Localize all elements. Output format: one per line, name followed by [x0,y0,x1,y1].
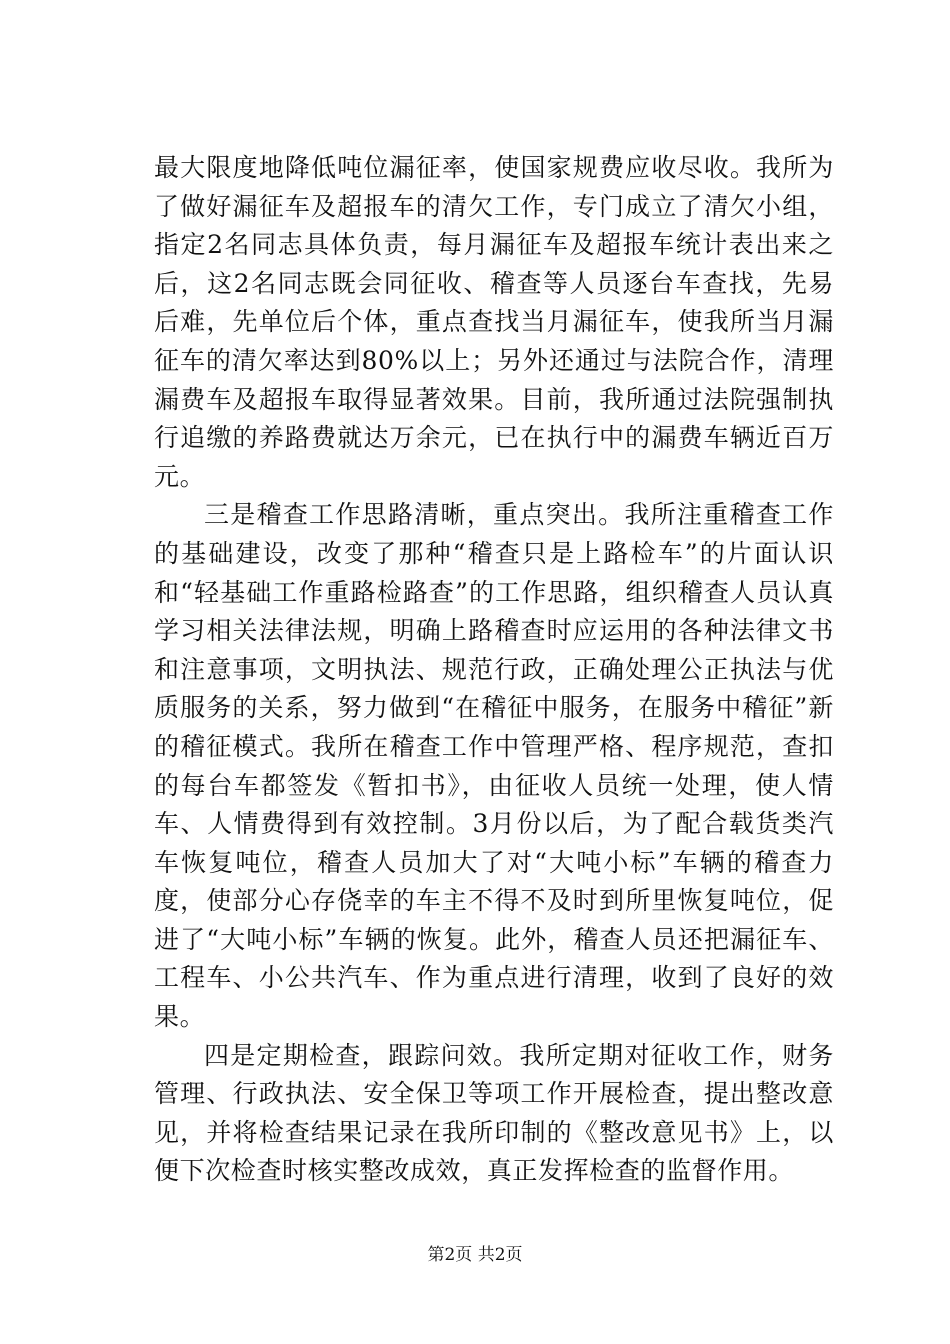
paragraph-regular-inspection: 四是定期检查，跟踪问效。我所定期对征收工作，财务管理、行政执法、安全保卫等项工作开展检查，提出整改意见，并将检查结果记录在我所印制的《整改意见书》上，以便下次检查时核实整改成效，真正发挥检查的监督作用。 [154,1040,834,1186]
paragraph-audit-work: 三是稽查工作思路清晰，重点突出。我所注重稽查工作的基础建设，改变了那种“稽查只是上路检车”的片面认识和“轻基础工作重路检路查”的工作思路，组织稽查人员认真学习相关法律法规，明确上路稽查时应运用的各种法律文书和注意事项，文明执法、规范行政，正确处理公正执法与优质服务的关系，努力做到“在稽征中服务，在服务中稽征”新的稽征模式。我所在稽查工作中管理严格、程序规范，查扣的每台车都签发《暂扣书》，由征收人员统一处理，使人情车、人情费得到有效控制。3月份以后，为了配合载货类汽车恢复吨位，稽查人员加大了对“大吨小标”车辆的稽查力度，使部分心存侥幸的车主不得不及时到所里恢复吨位，促进了“大吨小标”车辆的恢复。此外，稽查人员还把漏征车、工程车、小公共汽车、作为重点进行清理，收到了良好的效果。 [154,500,834,1032]
document-body [154,149,834,1191]
paragraph-continuation: 最大限度地降低吨位漏征率，使国家规费应收尽收。我所为了做好漏征车及超报车的清欠工作，专门成立了清欠小组，指定2名同志具体负责，每月漏征车及超报车统计表出来之后，这2名同志既会同征收、稽查等人员逐台车查找，先易后难，先单位后个体，重点查找当月漏征车，使我所当月漏征车的清欠率达到80%以上；另外还通过与法院合作，清理漏费车及超报车取得显著效果。目前，我所通过法院强制执行追缴的养路费就达万余元，已在执行中的漏费车辆近百万元。 [154,153,834,491]
page-footer: 第2页 共2页 [427,1245,523,1265]
